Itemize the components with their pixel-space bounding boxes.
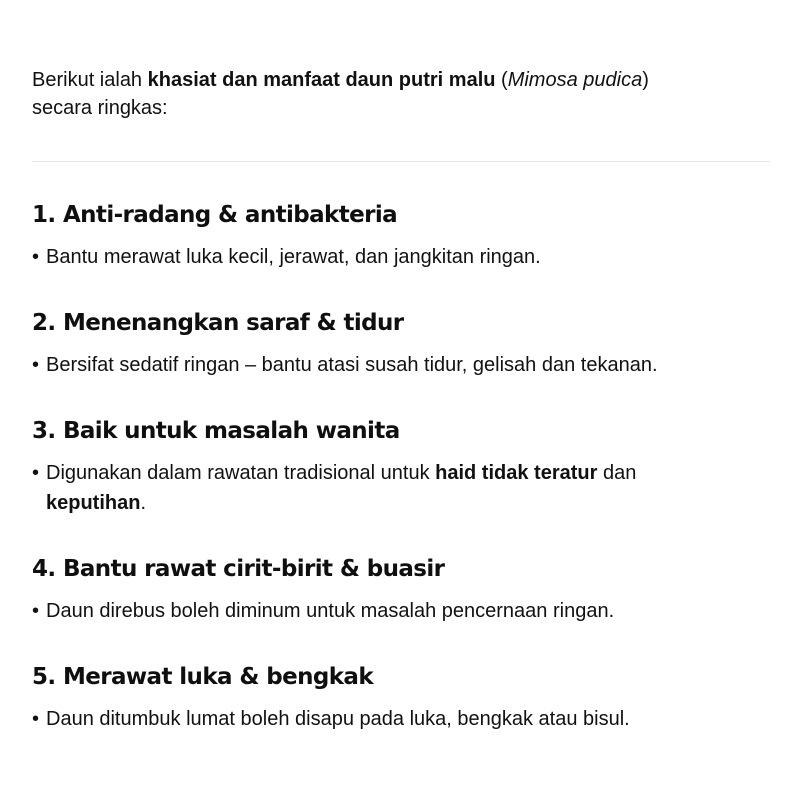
section-2 (32, 308, 768, 380)
bullet-dot: • (32, 462, 40, 484)
intro-mid: ( (495, 69, 508, 91)
section-heading: 2. Menenangkan saraf & tidur (32, 310, 404, 336)
bullet-text: Daun ditumbuk lumat boleh disapu pada luka, bengkak atau bisul. (46, 708, 630, 730)
bullet-bold-1: haid tidak teratur (435, 462, 598, 484)
section-1 (32, 200, 768, 272)
bullet-dot: • (32, 708, 40, 730)
bullet-item (32, 596, 768, 626)
divider (32, 161, 770, 162)
bullet-bold-2: keputihan (46, 492, 141, 514)
intro-bold: khasiat dan manfaat daun putri malu (147, 69, 496, 91)
intro-paragraph (32, 66, 768, 122)
bullet-mid: dan (597, 462, 637, 484)
section-4 (32, 554, 768, 626)
section-3 (32, 416, 768, 518)
bullet-dot: • (32, 354, 40, 376)
bullet-prefix: Digunakan dalam rawatan tradisional untuk (46, 462, 436, 484)
intro-italic: Mimosa pudica (507, 69, 643, 91)
bullet-text: Bersifat sedatif ringan – bantu atasi susah tidur, gelisah dan tekanan. (46, 354, 658, 376)
section-heading: 5. Merawat luka & bengkak (32, 664, 374, 690)
bullet-item (32, 242, 768, 272)
sections (32, 200, 768, 734)
section-5 (32, 662, 768, 734)
bullet-item (32, 350, 768, 380)
bullet-text: Daun direbus boleh diminum untuk masalah pencernaan ringan. (46, 600, 615, 622)
section-heading: 3. Baik untuk masalah wanita (32, 418, 400, 444)
intro-line2: secara ringkas: (32, 97, 168, 119)
bullet-dot: • (32, 600, 40, 622)
intro-prefix: Berikut ialah (32, 69, 148, 91)
section-heading: 4. Bantu rawat cirit-birit & buasir (32, 556, 445, 582)
intro-suffix: ) (642, 69, 649, 91)
bullet-item (32, 704, 768, 734)
section-heading: 1. Anti-radang & antibakteria (32, 202, 398, 228)
article (32, 66, 768, 734)
bullet-text: Bantu merawat luka kecil, jerawat, dan jangkitan ringan. (46, 246, 541, 268)
bullet-suffix: . (140, 492, 147, 514)
bullet-dot: • (32, 246, 40, 268)
bullet-item (32, 458, 768, 518)
bullet-text (46, 458, 636, 518)
